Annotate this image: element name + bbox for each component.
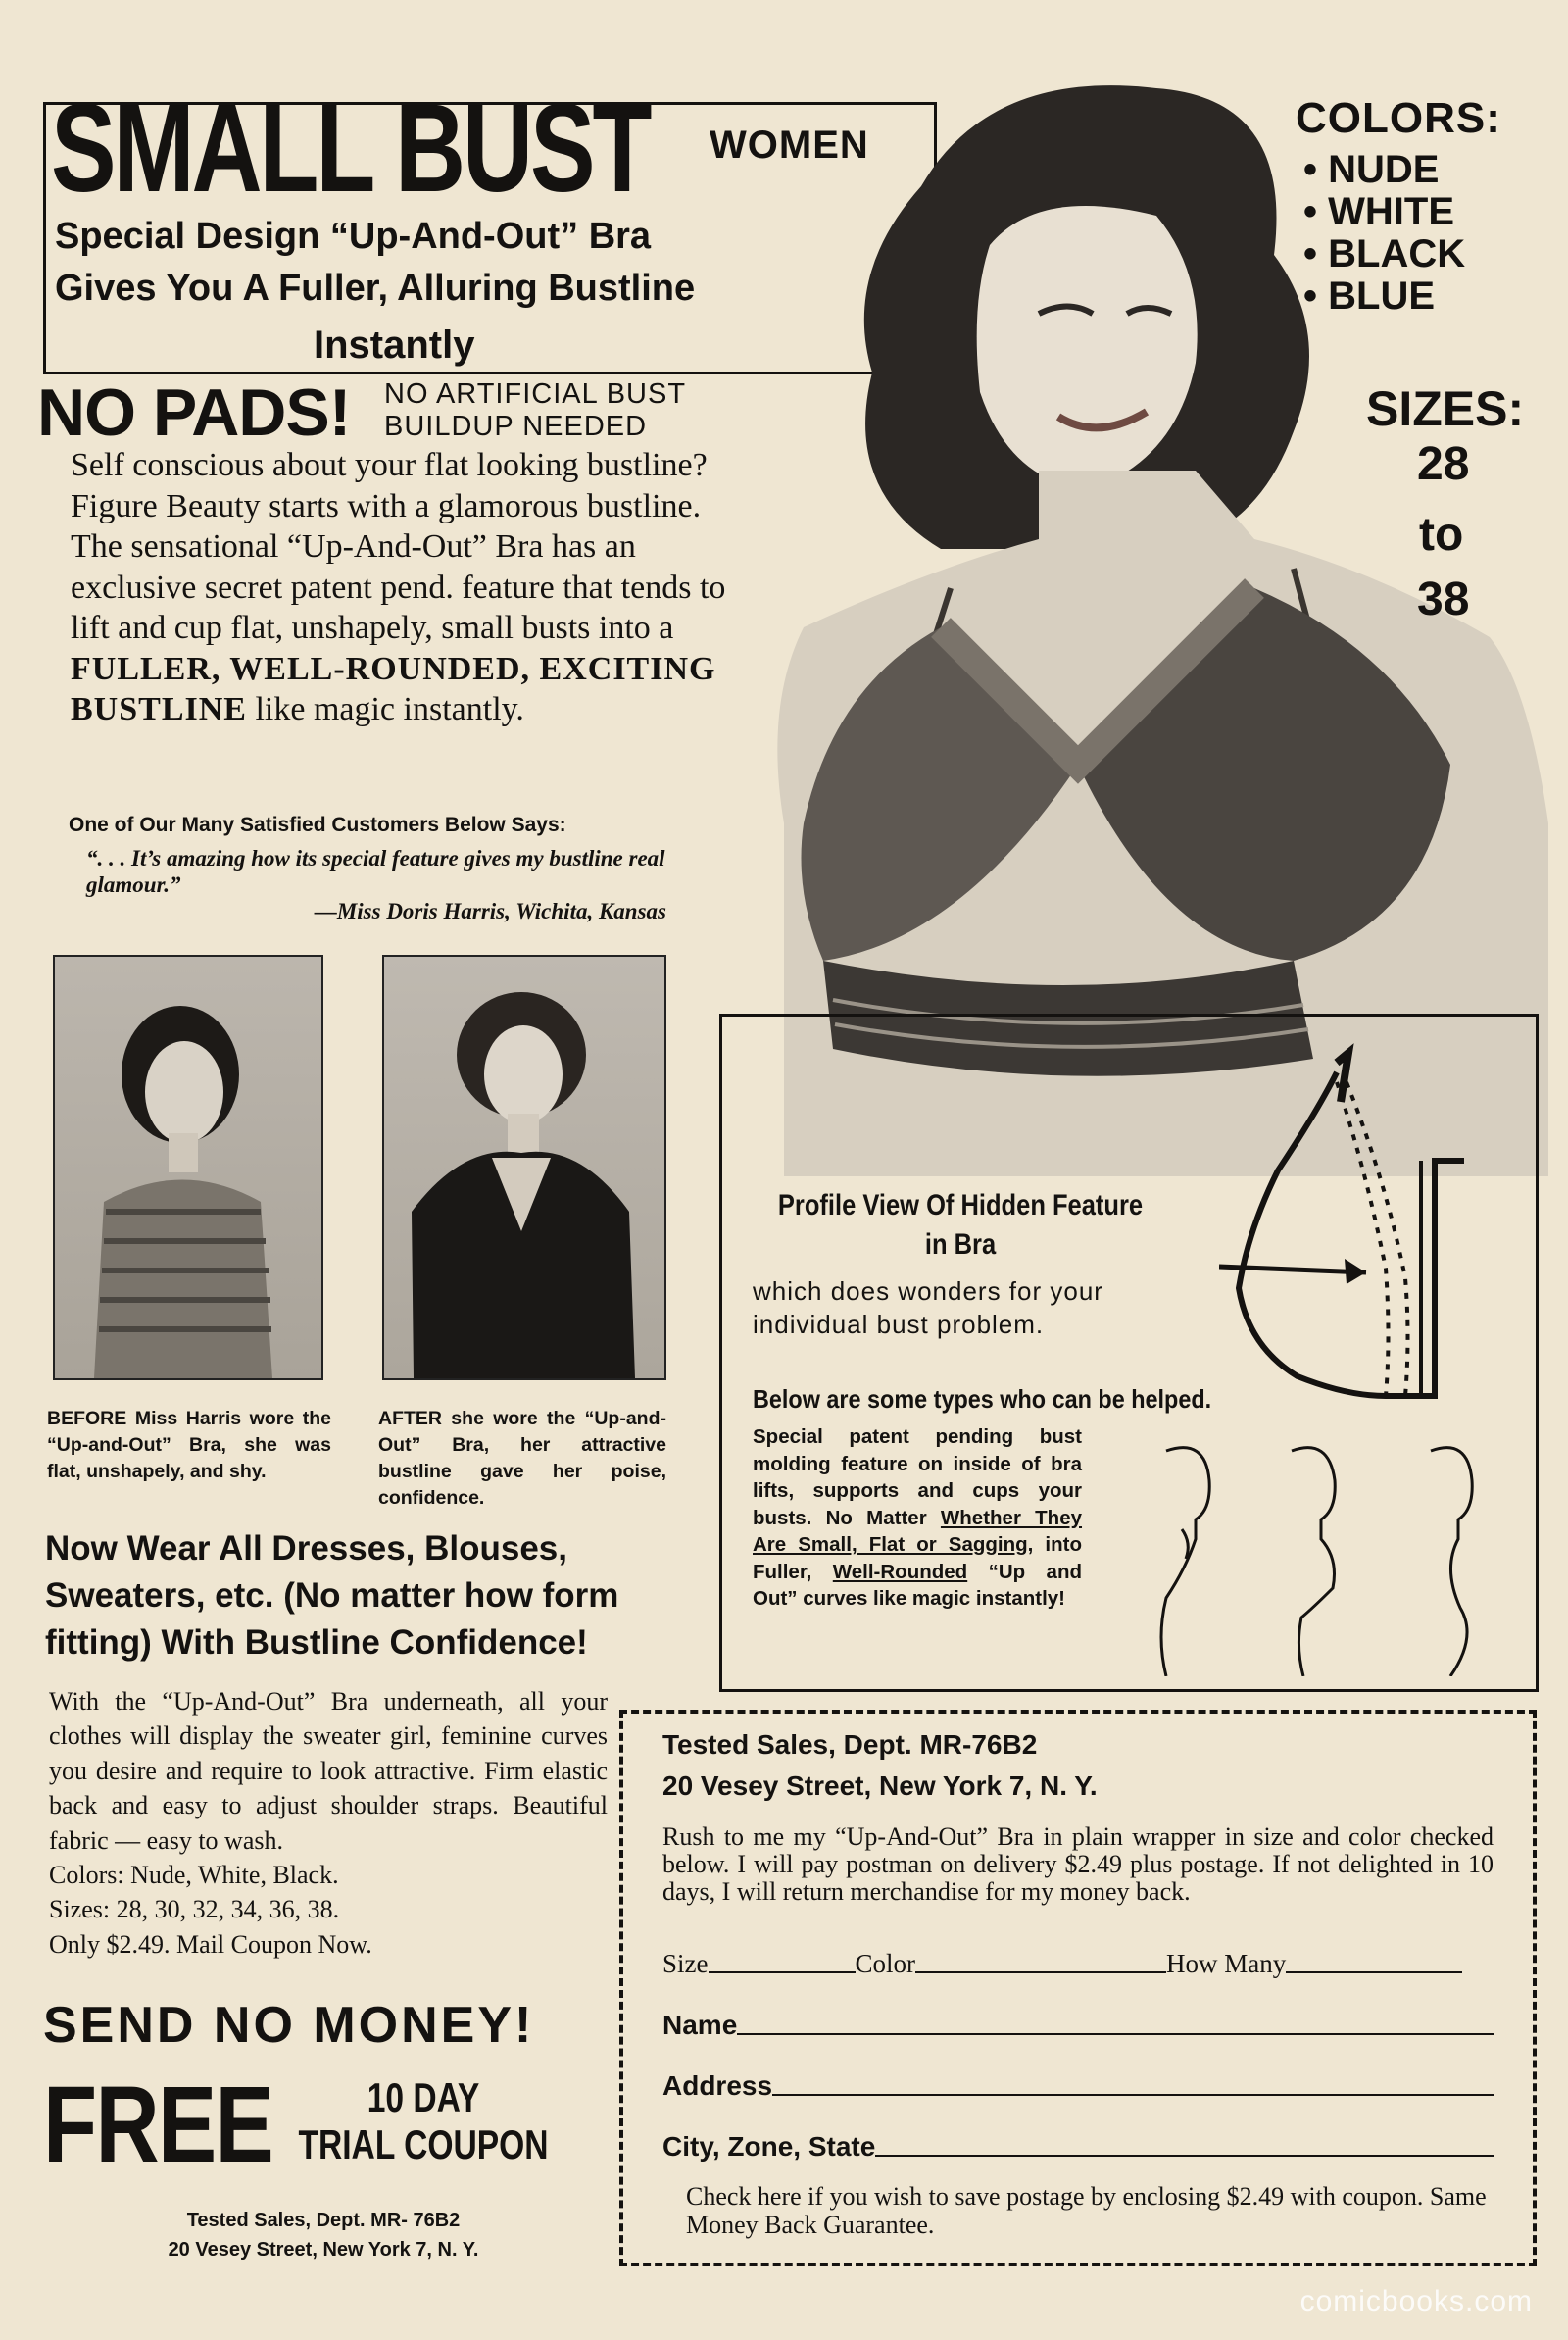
intro-text-2: like magic instantly.	[246, 691, 524, 727]
intro-emphasis: FULLER, WELL-ROUNDED, EXCITING BUSTLINE	[71, 650, 716, 727]
before-photo	[53, 955, 323, 1380]
before-caption-lead: BEFORE	[47, 1408, 127, 1429]
how-many-field[interactable]	[1286, 1971, 1462, 1973]
color-item-white: • WHITE	[1303, 190, 1454, 233]
coupon-check-note[interactable]: Check here if you wish to save postage by enclosing $2.49 with coupon. Same Money Back Guarantee.	[686, 2182, 1487, 2239]
details-paragraph	[49, 1684, 608, 1962]
headline-main: SMALL BUST	[51, 78, 650, 219]
special-text-underlined-2: Well-Rounded	[832, 1560, 968, 1583]
coupon-row-city	[662, 2131, 1494, 2163]
coupon-row-name	[662, 2010, 1494, 2041]
trial-coupon-heading	[294, 2074, 553, 2168]
color-nude-label: NUDE	[1328, 148, 1440, 191]
trial-line-2: TRIAL COUPON	[298, 2121, 549, 2167]
size-label: Size	[662, 1949, 709, 1978]
colors-list	[1303, 149, 1465, 318]
after-caption-lead: AFTER	[378, 1408, 442, 1429]
color-label: Color	[855, 1949, 916, 1978]
colors-title: COLORS:	[1296, 94, 1501, 142]
how-many-label: How Many	[1166, 1949, 1287, 1978]
details-price: Only $2.49. Mail Coupon Now.	[49, 1929, 372, 1959]
bra-profile-diagram	[1219, 1043, 1513, 1435]
intro-paragraph	[71, 445, 757, 730]
details-sizes: Sizes: 28, 30, 32, 34, 36, 38.	[49, 1895, 340, 1924]
intro-text-1: Self conscious about your flat looking bustline? Figure Beauty starts with a glamorous bustline. The sensational “Up-And-Out” Bra has an exclusive secret patent pend. feature that tends to lift and cup flat, unshapely, small busts into a	[71, 447, 726, 646]
after-photo	[382, 955, 666, 1380]
special-text-underlined: Whether They Are Small, Flat or Sagging,	[753, 1506, 1083, 1556]
details-text: With the “Up-And-Out” Bra underneath, all your clothes will display the sweater girl, feminine curves you desire and require to look attractive. Firm elastic back and easy to adjust shoulder straps. Beautiful fabric — easy to wash.	[49, 1687, 608, 1855]
special-text-c: “Up and Out” curves like magic instantly!	[753, 1560, 1083, 1610]
coupon-row-size-color	[662, 1949, 1494, 1979]
body-type-silhouettes	[1127, 1441, 1519, 1676]
color-blue-label: BLUE	[1328, 274, 1436, 318]
bottom-address-line-1: Tested Sales, Dept. MR- 76B2	[186, 2210, 461, 2231]
sizes-title: SIZES:	[1366, 381, 1525, 436]
coupon-row-address	[662, 2070, 1494, 2102]
headline-subtitle-2: Gives You A Fuller, Alluring Bustline	[55, 268, 696, 309]
now-wear-heading: Now Wear All Dresses, Blouses, Sweaters, etc. (No matter how form fitting) With Bustline Confidence!	[45, 1529, 619, 1662]
headline-women: WOMEN	[710, 124, 869, 167]
coupon-body: Rush to me my “Up-And-Out” Bra in plain wrapper in size and color checked below. I will pay postman on delivery $2.49 plus postage. If not delighted in 10 days, I will return merchandise for my money back.	[662, 1822, 1494, 1906]
profile-description: which does wonders for your individual bust problem.	[753, 1276, 1103, 1339]
color-field[interactable]	[915, 1971, 1166, 1973]
sizes-upto: 38	[1417, 573, 1470, 625]
color-white-label: WHITE	[1328, 190, 1454, 233]
coupon-dept: Tested Sales, Dept. MR-76B2	[662, 1729, 1038, 1760]
before-caption	[47, 1406, 331, 1485]
special-text-b: into Fuller,	[753, 1533, 1082, 1583]
sizes-to: to	[1419, 509, 1464, 561]
after-caption	[378, 1406, 666, 1512]
color-item-black: • BLACK	[1303, 232, 1466, 275]
trial-line-1: 10 DAY	[367, 2074, 480, 2120]
bottom-address-line-2: 20 Vesey Street, New York 7, N. Y.	[168, 2239, 479, 2261]
sizes-from: 28	[1417, 438, 1470, 490]
testimonial-quote: “. . . It’s amazing how its special feature gives my bustline real glamour.”	[86, 846, 665, 897]
special-feature-text	[753, 1423, 1082, 1613]
coupon-street: 20 Vesey Street, New York 7, N. Y.	[662, 1770, 1098, 1801]
city-field[interactable]	[875, 2155, 1494, 2157]
name-field[interactable]	[737, 2033, 1494, 2035]
address-label: Address	[662, 2070, 773, 2101]
special-text-a: Special patent pending bust molding feature on inside of bra lifts, supports and cups your busts. No Matter	[753, 1425, 1082, 1529]
free-heading: FREE	[43, 2065, 273, 2185]
testimonial-attribution: —Miss Doris Harris, Wichita, Kansas	[314, 899, 666, 923]
headline-subtitle-3: Instantly	[314, 324, 475, 367]
below-heading: Below are some types who can be helped.	[753, 1384, 1212, 1414]
size-field[interactable]	[709, 1971, 856, 1973]
color-black-label: BLACK	[1328, 232, 1466, 275]
details-colors: Colors: Nude, White, Black.	[49, 1861, 339, 1890]
color-item-blue: • BLUE	[1303, 274, 1436, 318]
color-item-nude: • NUDE	[1303, 148, 1440, 191]
profile-title: Profile View Of Hidden Feature in Bra	[777, 1189, 1144, 1261]
name-label: Name	[662, 2010, 738, 2040]
before-caption-text: Miss Harris wore the “Up-and-Out” Bra, she was flat, unshapely, and shy.	[47, 1408, 331, 1482]
city-label: City, Zone, State	[662, 2131, 876, 2162]
bottom-address	[108, 2206, 539, 2265]
after-caption-text: she wore the “Up-and-Out” Bra, her attractive bustline gave her poise, confidence.	[378, 1408, 666, 1509]
address-field[interactable]	[772, 2094, 1494, 2096]
send-no-money-heading: SEND NO MONEY!	[43, 1997, 535, 2054]
no-pads-note: NO ARTIFICIAL BUST BUILDUP NEEDED	[384, 378, 686, 442]
no-pads-heading: NO PADS!	[37, 375, 351, 450]
testimonial	[86, 845, 666, 924]
headline-subtitle-1: Special Design “Up-And-Out” Bra	[55, 216, 652, 257]
watermark: comicbooks.com	[1299, 2285, 1533, 2317]
testimonial-intro: One of Our Many Satisfied Customers Below Says:	[69, 814, 566, 836]
